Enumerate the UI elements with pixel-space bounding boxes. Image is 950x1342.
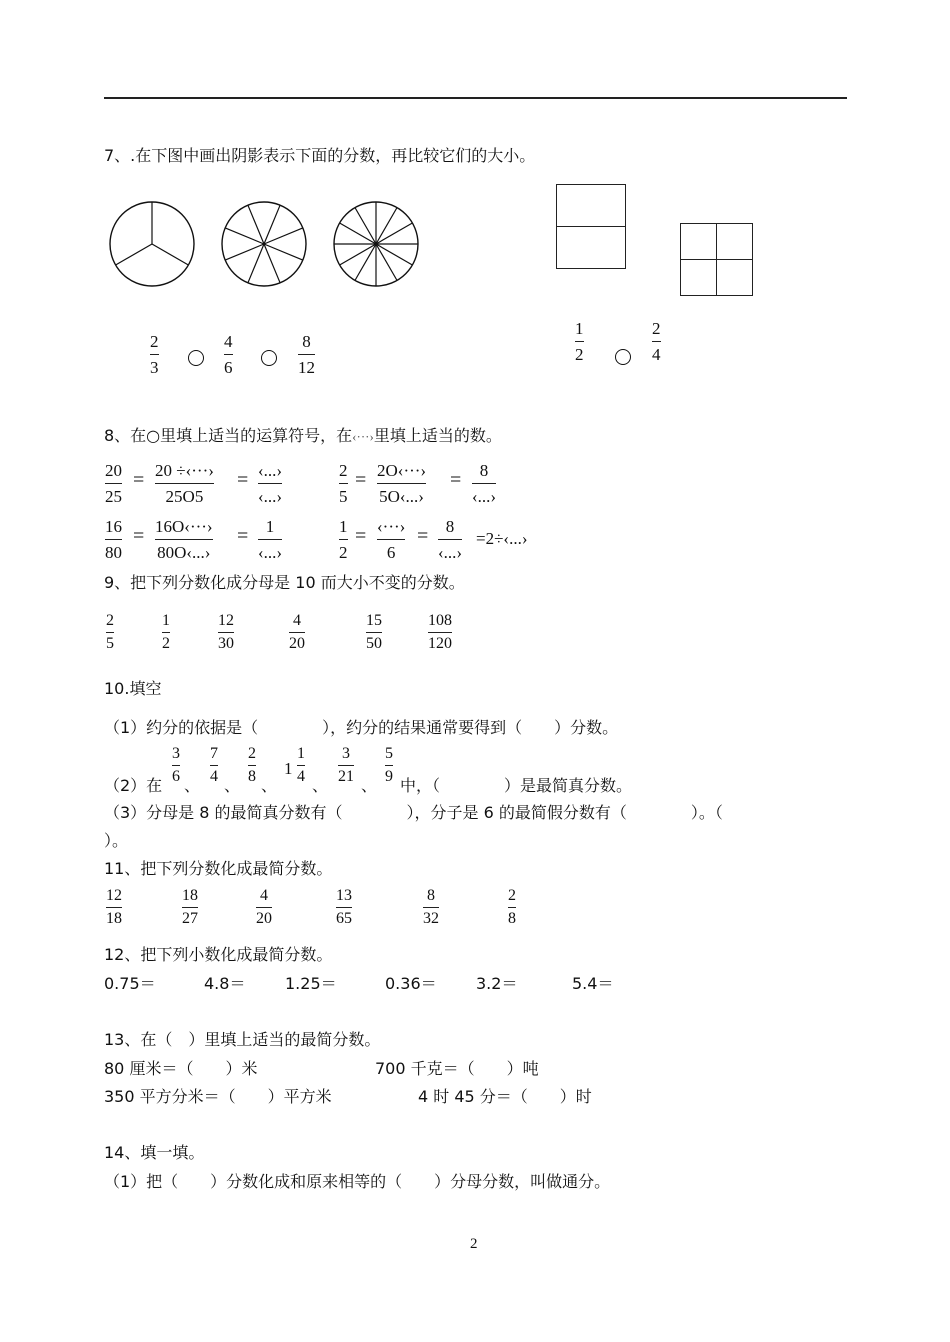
q11-title: 11、把下列分数化成最简分数。	[104, 859, 333, 878]
q9-frac: 12 30	[218, 612, 234, 652]
q10-frac-5-9: 5 9	[385, 745, 393, 785]
q10-line2-pre: （2）在	[104, 776, 163, 795]
q11-frac: 8 32	[423, 887, 439, 927]
q8-r2-f[interactable]: 8 ‹...›	[438, 517, 463, 562]
q10-line4[interactable]: ）。	[104, 831, 129, 850]
compare-circle[interactable]	[261, 350, 277, 369]
eq: =	[133, 525, 145, 547]
q10-line3[interactable]: （3）分母是 8 的最简真分数有（ ），分子是 6 的最简假分数有（ ）。（	[104, 803, 723, 822]
q8-r2-c[interactable]: 1 ‹...›	[258, 517, 283, 562]
eq: =	[450, 469, 462, 491]
q14-line1[interactable]: （1）把（ ）分数化成和原来相等的（ ）分母分数，叫做通分。	[104, 1172, 611, 1191]
q10-whole-1: 1	[284, 759, 293, 778]
eq: =	[355, 469, 367, 491]
sep: 、	[261, 776, 278, 795]
q8-title: 8、在○里填上适当的运算符号，在‹···›里填上适当的数。	[104, 426, 502, 445]
q7-rect-quarters	[680, 223, 753, 296]
q7-frac-4-6: 4 6	[224, 332, 233, 377]
q9-frac: 4 20	[289, 612, 305, 652]
q10-frac-7-4: 7 4	[210, 745, 218, 785]
compare-circle[interactable]	[615, 349, 631, 368]
q7-circles	[104, 196, 424, 306]
q12-item[interactable]: 4.8＝	[204, 974, 246, 993]
q7-frac-2-4: 2 4	[652, 319, 661, 364]
q11-frac: 4 20	[256, 887, 272, 927]
q8-r1-c[interactable]: ‹...› ‹...›	[258, 461, 283, 506]
divided-circle-3[interactable]	[110, 202, 194, 286]
q8-r1-f[interactable]: 8 ‹...›	[472, 461, 497, 506]
q8-r1-b[interactable]: 20 ÷‹···› 25O5	[155, 461, 214, 506]
q12-item[interactable]: 3.2＝	[476, 974, 518, 993]
sep: 、	[312, 776, 329, 795]
divided-circle-8[interactable]	[222, 202, 306, 286]
q9-frac: 108 120	[428, 612, 452, 652]
q12-title: 12、把下列小数化成最简分数。	[104, 945, 333, 964]
q13-a[interactable]: 80 厘米＝（ ）米	[104, 1059, 258, 1078]
q11-frac: 13 65	[336, 887, 352, 927]
q8-r1-e[interactable]: 2O‹···› 5O‹...›	[377, 461, 427, 506]
eq: =	[355, 525, 367, 547]
q14-title: 14、填一填。	[104, 1143, 205, 1162]
sep: 、	[361, 776, 378, 795]
q7-frac-2-3: 2 3	[150, 332, 159, 377]
q9-frac: 2 5	[106, 612, 114, 652]
q10-title: 10.填空	[104, 679, 162, 698]
eq: =	[417, 525, 429, 547]
q10-line1[interactable]: （1）约分的依据是（ ），约分的结果通常要得到（ ）分数。	[104, 718, 619, 737]
q8-r2-d: 1 2	[339, 517, 348, 562]
q10-frac-3-6: 3 6	[172, 745, 180, 785]
q13-b[interactable]: 700 千克＝（ ）吨	[375, 1059, 539, 1078]
q8-r2-tail[interactable]: =2÷‹...›	[476, 529, 528, 548]
q9-frac: 1 2	[162, 612, 170, 652]
q7-rect-halves	[556, 184, 626, 269]
compare-circle[interactable]	[188, 350, 204, 369]
q8-r2-b[interactable]: 16O‹···› 80O‹...›	[155, 517, 213, 562]
q10-frac-2-8: 2 8	[248, 745, 256, 785]
q12-item[interactable]: 5.4＝	[572, 974, 614, 993]
q10-frac-3-21: 3 21	[338, 745, 354, 785]
q11-frac: 2 8	[508, 887, 516, 927]
page-number: 2	[470, 1236, 478, 1252]
sep: 、	[224, 776, 241, 795]
q8-r2-e[interactable]: ‹···› 6	[377, 517, 406, 562]
sep: 、	[184, 776, 201, 795]
header-rule	[104, 97, 847, 99]
q10-line2-post[interactable]: 中，（ ）是最简真分数。	[400, 776, 633, 795]
q8-r1-d: 2 5	[339, 461, 348, 506]
q8-r2-a: 16 80	[105, 517, 122, 562]
q12-item[interactable]: 0.75＝	[104, 974, 156, 993]
q9-frac: 15 50	[366, 612, 382, 652]
divided-circle-12[interactable]	[334, 202, 418, 286]
eq: =	[237, 525, 249, 547]
q13-d[interactable]: 4 时 45 分＝（ ）时	[418, 1087, 592, 1106]
q7-title: 7、.在下图中画出阴影表示下面的分数，再比较它们的大小。	[104, 146, 536, 165]
q9-title: 9、把下列分数化成分母是 10 而大小不变的分数。	[104, 573, 465, 592]
eq: =	[133, 469, 145, 491]
q10-frac-1-1-4: 1 4	[297, 745, 305, 785]
q13-title: 13、在（ ）里填上适当的最简分数。	[104, 1030, 381, 1049]
q8-r1-a: 20 25	[105, 461, 122, 506]
eq: =	[237, 469, 249, 491]
q11-frac: 18 27	[182, 887, 198, 927]
q7-frac-8-12: 8 12	[298, 332, 315, 377]
q13-c[interactable]: 350 平方分米＝（ ）平方米	[104, 1087, 332, 1106]
q7-frac-1-2: 1 2	[575, 319, 584, 364]
q12-item[interactable]: 1.25＝	[285, 974, 337, 993]
q12-item[interactable]: 0.36＝	[385, 974, 437, 993]
q11-frac: 12 18	[106, 887, 122, 927]
